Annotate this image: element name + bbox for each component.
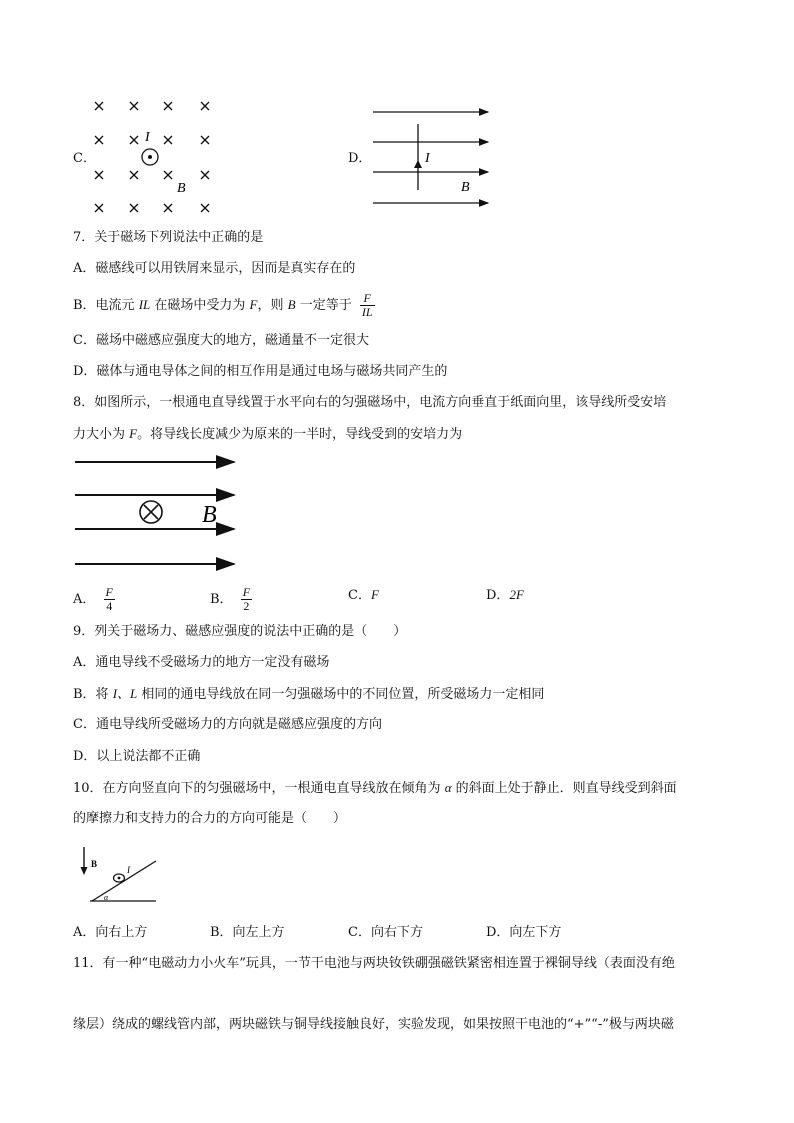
q6-option-c-label: C． <box>73 151 96 166</box>
q7-stem: 7．关于磁场下列说法中正确的是 <box>73 230 264 245</box>
q10-wire-symbol <box>114 874 125 882</box>
current-up-arrow <box>414 160 422 168</box>
q6-option-d-figure <box>368 104 494 210</box>
q9-option-d: D．以上说法都不正确 <box>73 749 201 764</box>
q7-option-c: C．磁场中磁感应强度大的地方，磁通量不一定很大 <box>73 333 369 348</box>
q9-stem: 9．列关于磁场力、磁感应强度的说法中正确的是（ ） <box>73 624 407 639</box>
q8-option-c: C．F <box>348 587 379 603</box>
q11-stem-line1: 11．有一种“电磁动力小火车”玩具，一节干电池与两块钕铁硼强磁铁紧密相连置于裸铜导线（表面没有绝 <box>73 956 675 971</box>
q8-option-b: B． $\frac{F}{2}$ <box>210 585 251 613</box>
q10-option-c: C．向右下方 <box>348 925 423 940</box>
q7-option-b: B．电流元 IL 在磁场中受力为 F，则 B 一定等于 $\frac{F}{IL}$ <box>73 291 373 319</box>
q9-option-c: C．通电导线所受磁场力的方向就是磁感应强度的方向 <box>73 717 382 732</box>
q8-option-a: A． $\frac{F}{4}$ <box>73 585 113 613</box>
q10-figure <box>78 845 158 905</box>
field-lines-right <box>373 112 488 203</box>
q8-option-d: D．2F <box>486 587 524 603</box>
q9-option-b: B．将 I、L 相同的通电导线放在同一匀强磁场中的不同位置，所受磁场力一定相同 <box>73 686 545 702</box>
q6-option-c-figure <box>88 96 218 218</box>
q10-option-b: B．向左上方 <box>210 925 285 940</box>
q7-option-d: D．磁体与通电导体之间的相互作用是通过电场与磁场共同产生的 <box>73 364 448 379</box>
q6c-field-label: B <box>177 181 186 196</box>
q10-current-label: I <box>127 865 130 875</box>
q10-option-a: A．向右上方 <box>73 925 148 940</box>
q10-field-arrowhead <box>81 867 88 875</box>
q6d-current-label: I <box>425 151 430 166</box>
q6c-current-label: I <box>145 130 150 145</box>
q8-field-label: B <box>202 502 217 528</box>
q10-incline <box>92 861 156 901</box>
q11-stem-line2: 缘层）绕成的螺线管内部，两块磁铁与铜导线接触良好，实验发现，如果按照干电池的“+”“-”极与两块磁 <box>73 1017 674 1032</box>
q6-option-d-label: D． <box>348 151 372 166</box>
q10-stem-line1: 10．在方向竖直向下的匀强磁场中，一根通电直导线放在倾角为 α 的斜面上处于静止．则直导线受到斜面 <box>73 780 677 796</box>
q10-angle-label: α <box>104 893 109 902</box>
q7-option-a: A．磁感线可以用铁屑来显示，因而是真实存在的 <box>73 261 356 276</box>
q9-option-a: A．通电导线不受磁场力的地方一定没有磁场 <box>73 655 330 670</box>
q8-stem-line1: 8．如图所示，一根通电直导线置于水平向右的匀强磁场中，电流方向垂直于纸面向里，该导线所受安培 <box>73 395 667 410</box>
q10-field-label: B <box>91 859 98 869</box>
q8-figure <box>72 452 242 574</box>
q10-option-d: D．向左下方 <box>486 925 562 940</box>
current-into-page-symbol <box>140 501 162 523</box>
q8-stem-line2: 力大小为 F。将导线长度减少为原来的一半时，导线受到的安培力为 <box>73 426 463 442</box>
q10-stem-line2: 的摩擦力和支持力的合力的方向可能是（ ） <box>73 811 347 826</box>
q6d-field-label: B <box>461 180 470 195</box>
q7b-fraction: $\frac{F}{IL}$ <box>361 291 373 319</box>
current-out-of-page-symbol <box>142 149 158 165</box>
